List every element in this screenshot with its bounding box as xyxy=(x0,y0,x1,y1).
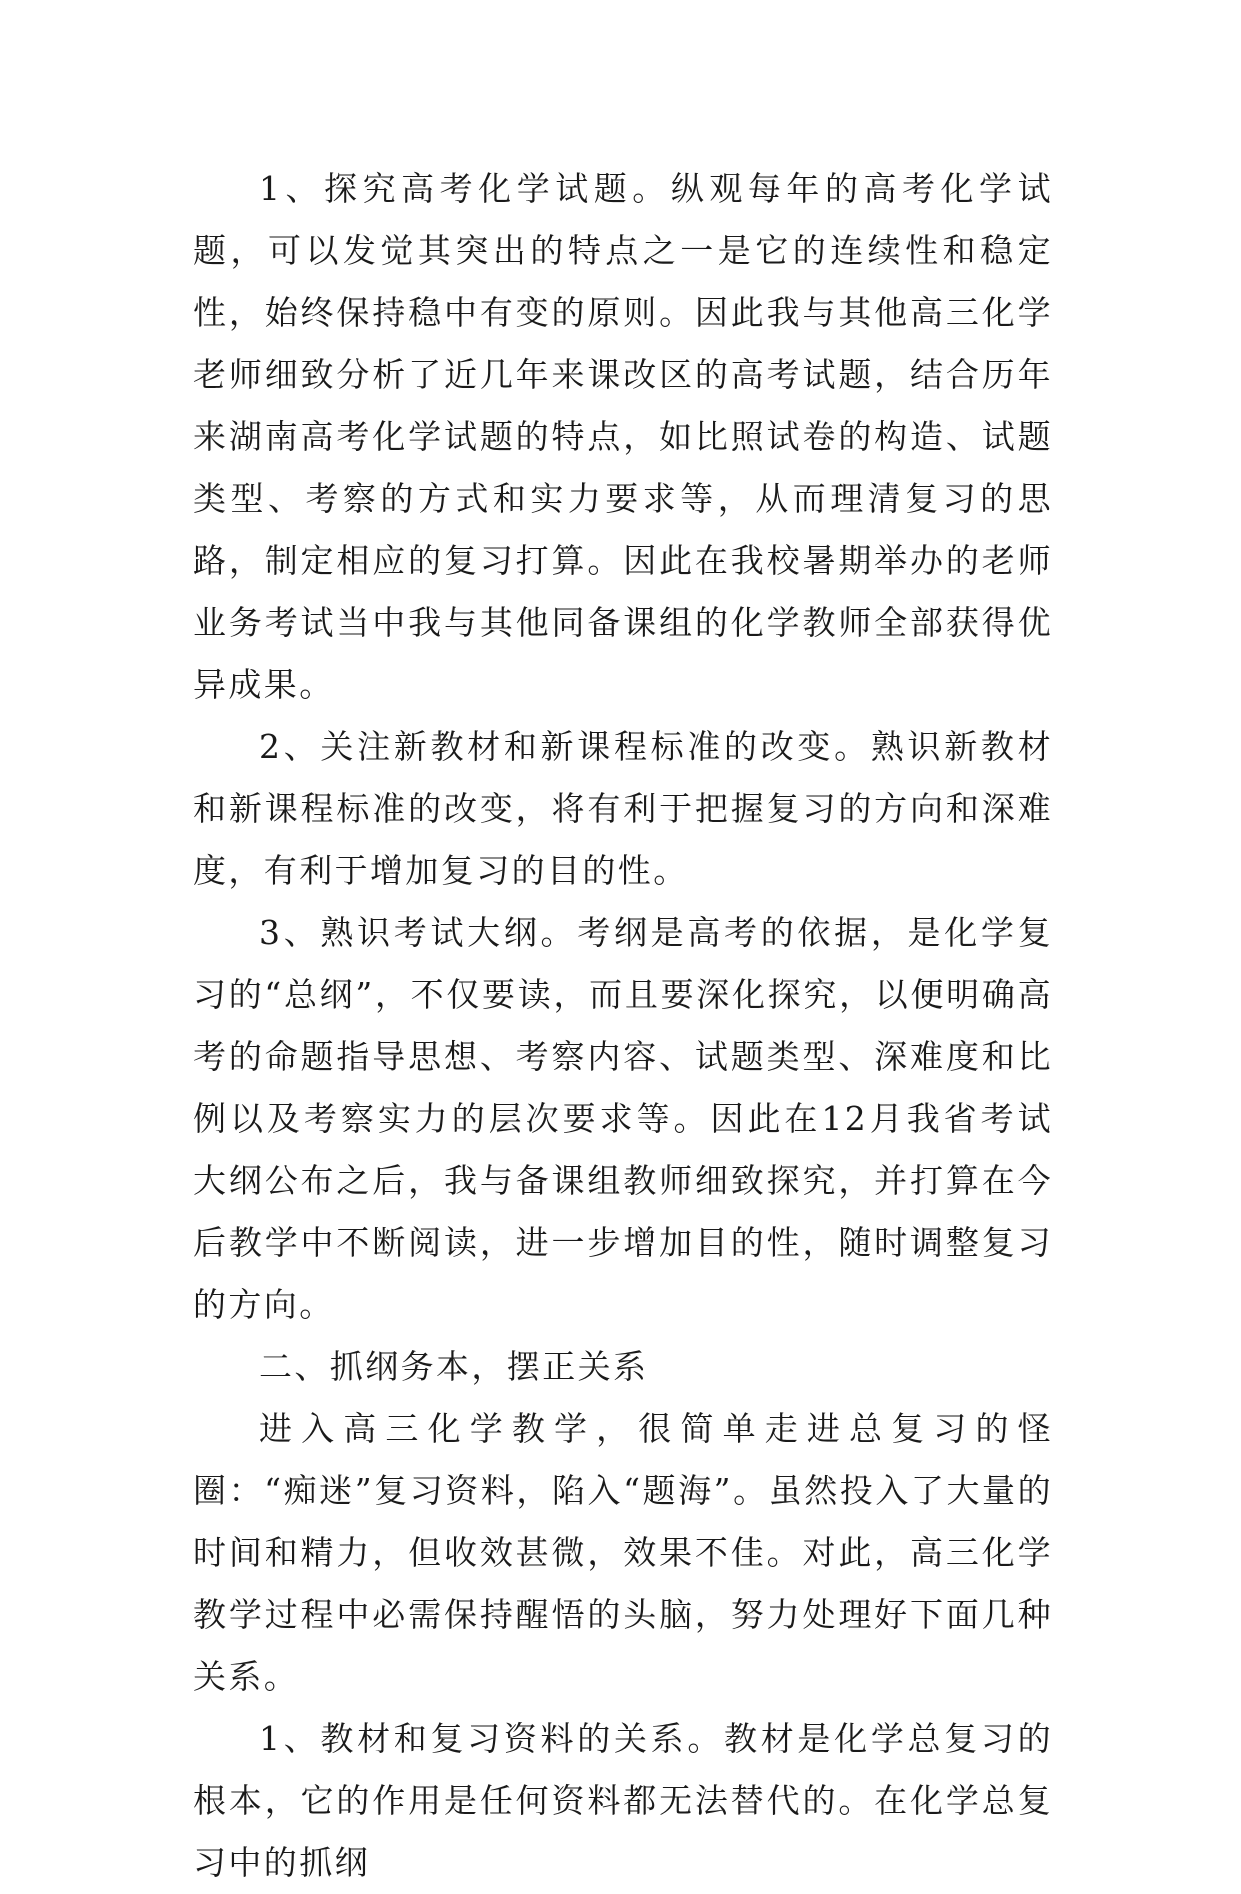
paragraph-study-exam: 1、探究高考化学试题。纵观每年的高考化学试题，可以发觉其突出的特点之一是它的连续性和稳定性，始终保持稳中有变的原则。因此我与其他高三化学老师细致分析了近几年来课改区的高考试题，结合历年来湖南高考化学试题的特点，如比照试卷的构造、试题类型、考察的方式和实力要求等，从而理清复习的思路，制定相应的复习打算。因此在我校暑期举办的老师业务考试当中我与其他同备课组的化学教师全部获得优异成果。 xyxy=(193,169,1053,704)
paragraph-textbook-relation: 1、教材和复习资料的关系。教材是化学总复习的根本，它的作用是任何资料都无法替代的。在化学总复习中的抓纲 xyxy=(193,1719,1053,1882)
document-body xyxy=(193,158,1053,1894)
paragraph-review-trap: 进入高三化学教学，很简单走进总复习的怪圈：“痴迷”复习资料，陷入“题海”。虽然投入了大量的时间和精力，但收效甚微，效果不佳。对此，高三化学教学过程中必需保持醒悟的头脑，努力处理好下面几种关系。 xyxy=(193,1409,1053,1696)
paragraph-exam-outline: 3、熟识考试大纲。考纲是高考的依据，是化学复习的“总纲”，不仅要读，而且要深化探究，以便明确高考的命题指导思想、考察内容、试题类型、深难度和比例以及考察实力的层次要求等。因此在12月我省考试大纲公布之后，我与备课组教师细致探究，并打算在今后教学中不断阅读，进一步增加目的性，随时调整复习的方向。 xyxy=(193,913,1053,1324)
paragraph-new-curriculum: 2、关注新教材和新课程标准的改变。熟识新教材和新课程标准的改变，将有利于把握复习的方向和深难度，有利于增加复习的目的性。 xyxy=(193,727,1053,890)
section-heading: 二、抓纲务本，摆正关系 xyxy=(259,1347,649,1386)
